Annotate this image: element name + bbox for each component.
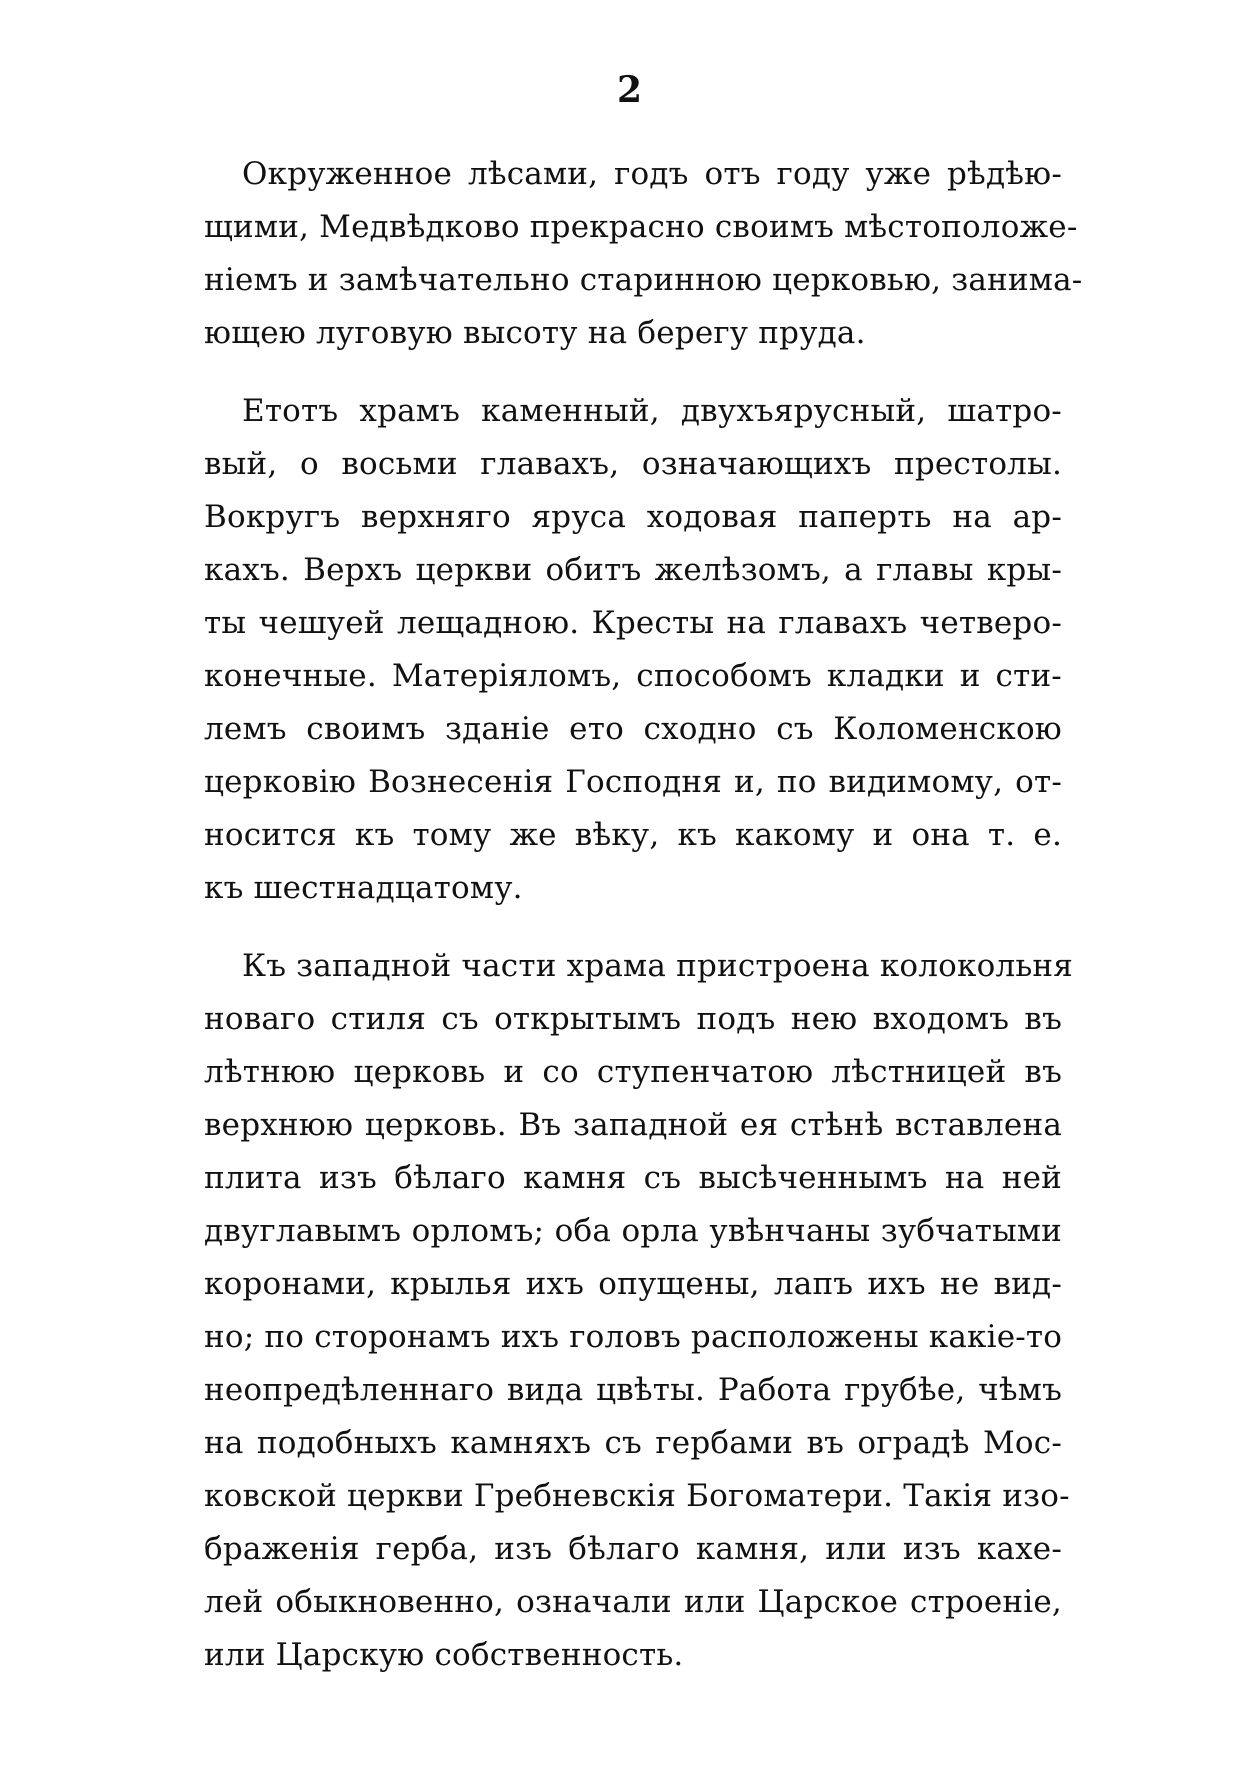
text-line: двуглавымъ орломъ; оба орла увѣнчаны зубчатыми (204, 1213, 1062, 1249)
text-line: Етотъ храмъ каменный, двухъярусный, шатро- (242, 393, 1062, 429)
text-line: верхнюю церковь. Въ западной ея стѣнѣ вставлена (204, 1107, 1062, 1143)
paragraph-3 (204, 940, 1074, 1682)
paragraph-1 (204, 148, 1083, 360)
text-line: Къ западной части храма пристроена колокольня (242, 948, 1074, 984)
text-line: лѣтнюю церковь и со ступенчатою лѣстницей въ (204, 1054, 1062, 1090)
text-line: Окруженное лѣсами, годъ отъ году уже рѣдѣю- (242, 156, 1062, 192)
text-line: браженія герба, изъ бѣлаго камня, или изъ кахе- (204, 1531, 1062, 1567)
text-line: ковской церкви Гребневскія Богоматери. Такія изо- (204, 1478, 1070, 1514)
text-line: церковію Вознесенія Господня и, по видимому, от- (204, 764, 1062, 800)
text-line: ющею луговую высоту на берегу пруда. (204, 315, 866, 351)
text-line: носится къ тому же вѣку, къ какому и она т. е. (204, 817, 1062, 853)
text-line: новаго стиля съ открытымъ подъ нею входомъ въ (204, 1001, 1062, 1037)
text-line: но; по сторонамъ ихъ головъ расположены какіе-то (204, 1319, 1063, 1355)
text-line: кахъ. Верхъ церкви обитъ желѣзомъ, а главы кры- (204, 552, 1062, 588)
text-line: вый, о восьми главахъ, означающихъ престолы. (204, 446, 1062, 482)
text-line: лей обыкновенно, означали или Царское строеніе, (204, 1584, 1062, 1620)
paragraph-gap (204, 360, 1062, 385)
text-line: Вокругъ верхняго яруса ходовая паперть на ар- (204, 499, 1062, 535)
text-line: коронами, крылья ихъ опущены, лапъ ихъ не вид- (204, 1266, 1062, 1302)
text-line: неопредѣленнаго вида цвѣты. Работа грубѣе, чѣмъ (204, 1372, 1062, 1408)
paragraph-2 (204, 385, 1062, 915)
text-line: ніемъ и замѣчательно старинною церковью, занима- (204, 262, 1083, 298)
text-line: конечные. Матеріяломъ, способомъ кладки и сти- (204, 658, 1062, 694)
text-line: къ шестнадцатому. (204, 870, 523, 906)
text-line: на подобныхъ камняхъ съ гербами въ оградѣ Мос- (204, 1425, 1062, 1461)
paragraph-gap (204, 915, 1062, 940)
text-line: лемъ своимъ зданіе ето сходно съ Коломенскою (204, 711, 1062, 747)
text-line: щими, Медвѣдково прекрасно своимъ мѣстоположе- (204, 209, 1078, 245)
text-line: плита изъ бѣлаго камня съ высѣченнымъ на ней (204, 1160, 1062, 1196)
text-line: или Царскую собственность. (204, 1637, 684, 1673)
page-number: 2 (616, 69, 643, 111)
body-text (204, 148, 1083, 1682)
text-line: ты чешуей лещадною. Кресты на главахъ четверо- (204, 605, 1062, 641)
